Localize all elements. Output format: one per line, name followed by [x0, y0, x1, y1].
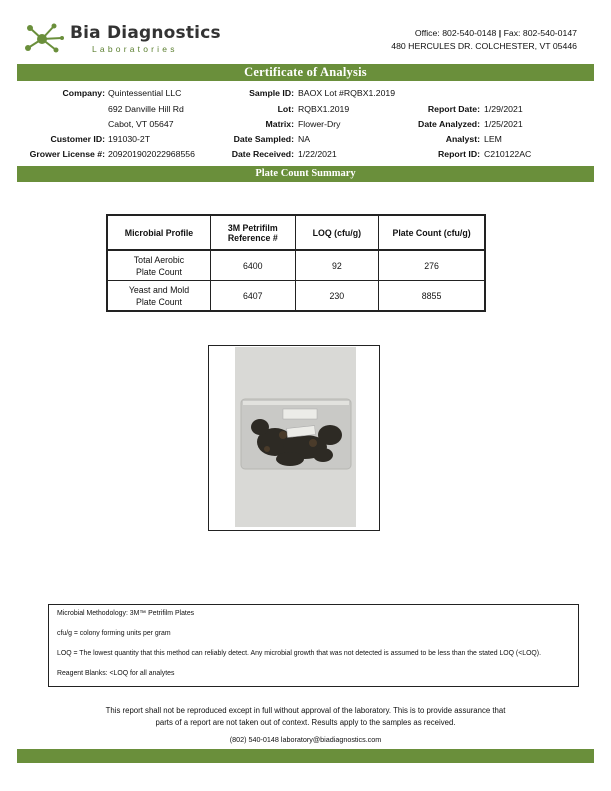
header-loq: LOQ (cfu/g) — [295, 215, 379, 250]
office-fax-line — [415, 28, 577, 38]
plate-count-cell: 8855 — [379, 281, 485, 312]
lot-value: RQBX1.2019 — [298, 104, 350, 114]
profile-line2: Plate Count — [135, 266, 182, 277]
date-analyzed-value: 1/25/2021 — [484, 119, 523, 129]
loq-cell: 92 — [295, 250, 379, 281]
table-header-row — [107, 215, 485, 250]
date-received-value: 1/22/2021 — [298, 149, 337, 159]
certificate-title-bar: Certificate of Analysis — [17, 64, 594, 81]
table-row — [107, 281, 485, 312]
loq-definition: LOQ = The lowest quantity that this method can reliably detect. Any microbial growth that was not detected is assumed to be less than the stated LOQ (<LOQ). — [57, 650, 542, 657]
fax-number: Fax: 802-540-0147 — [503, 28, 577, 38]
date-received-label: Date Received: — [231, 149, 294, 159]
disclaimer-line1: This report shall not be reproduced except in full without approval of the laboratory. This is to provide assurance that — [105, 706, 506, 715]
header-reference — [210, 215, 295, 250]
analyst-value: LEM — [484, 134, 502, 144]
logo-title: Bia Diagnostics — [70, 23, 221, 43]
reference-cell: 6407 — [210, 281, 295, 312]
address-line1: 692 Danville Hill Rd — [108, 104, 184, 114]
profile-cell — [107, 250, 210, 281]
company-label: Company: — [62, 88, 105, 98]
profile-line1: Total Aerobic — [133, 254, 185, 265]
profile-line1: Yeast and Mold — [128, 284, 190, 295]
grower-license-value: 209201902022968556 — [108, 149, 195, 159]
office-phone: Office: 802-540-0148 — [414, 28, 497, 38]
reagent-blanks: Reagent Blanks: <LOQ for all analytes — [57, 670, 175, 677]
table-row — [107, 250, 485, 281]
separator: | — [498, 28, 502, 38]
footer-contact: (802) 540-0148 laboratory@biadiagnostics.com — [229, 735, 382, 744]
lot-label: Lot: — [277, 104, 294, 114]
lab-address: 480 HERCULES DR. COLCHESTER, VT 05446 — [391, 41, 577, 51]
date-sampled-value: NA — [298, 134, 311, 144]
report-date-label: Report Date: — [427, 104, 480, 114]
matrix-label: Matrix: — [265, 119, 294, 129]
date-sampled-label: Date Sampled: — [233, 134, 294, 144]
profile-line2: Plate Count — [135, 296, 182, 307]
disclaimer-line2: parts of a report are not taken out of context. Results apply to the samples as received. — [155, 718, 456, 727]
header-reference-line1: 3M Petrifilm — [227, 222, 278, 233]
sample-id-value: BAOX Lot #RQBX1.2019 — [298, 88, 396, 98]
company-value: Quintessential LLC — [108, 88, 182, 98]
address-line2: Cabot, VT 05647 — [108, 119, 174, 129]
header-microbial-profile: Microbial Profile — [107, 215, 210, 250]
report-id-label: Report ID: — [438, 149, 480, 159]
sample-photo — [235, 347, 356, 527]
plate-count-table — [106, 214, 486, 312]
report-id-value: C210122AC — [484, 149, 532, 159]
matrix-value: Flower-Dry — [298, 119, 341, 129]
report-date-value: 1/29/2021 — [484, 104, 523, 114]
plate-count-summary-bar: Plate Count Summary — [17, 166, 594, 182]
grower-license-label: Grower License #: — [29, 149, 105, 159]
customer-id-value: 191030-2T — [108, 134, 151, 144]
sample-id-label: Sample ID: — [249, 88, 294, 98]
header-plate-count: Plate Count (cfu/g) — [379, 215, 485, 250]
methodology-box — [48, 604, 579, 687]
cfu-definition: cfu/g = colony forming units per gram — [57, 630, 171, 637]
reference-cell: 6400 — [210, 250, 295, 281]
loq-cell: 230 — [295, 281, 379, 312]
bia-logo-icon — [22, 20, 66, 58]
analyst-label: Analyst: — [445, 134, 480, 144]
methodology-line: Microbial Methodology: 3M™ Petrifilm Plates — [57, 610, 195, 617]
header-reference-line2: Reference # — [227, 232, 278, 243]
sample-bag-image — [235, 347, 356, 527]
plate-count-cell: 276 — [379, 250, 485, 281]
customer-id-label: Customer ID: — [50, 134, 105, 144]
logo-subtitle: Laboratories — [92, 44, 178, 54]
footer-bar — [17, 749, 594, 763]
date-analyzed-label: Date Analyzed: — [418, 119, 480, 129]
profile-cell — [107, 281, 210, 312]
